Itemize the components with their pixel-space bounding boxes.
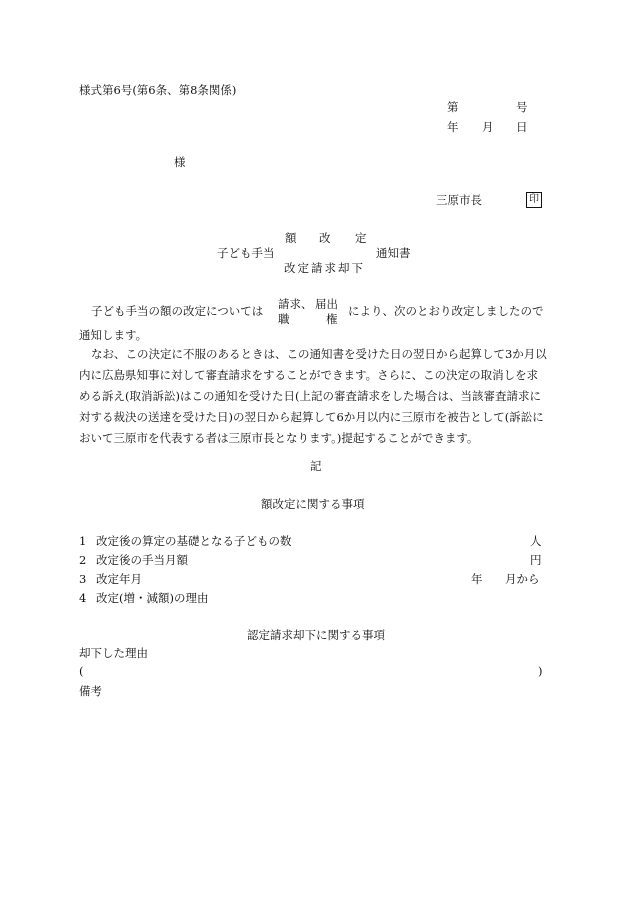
- item-2-number: 2: [79, 553, 87, 567]
- item-3-unit-year: 年: [471, 572, 483, 586]
- title-upper-1: 額: [285, 231, 297, 245]
- item-1-label: 改定後の算定の基礎となる子どもの数: [96, 534, 292, 548]
- item-1-unit: 人: [530, 534, 542, 548]
- intro-prefix: 子ども手当の額の改定については: [91, 304, 264, 318]
- reason-close-paren: ): [538, 664, 543, 678]
- item-4-number: 4: [79, 591, 87, 605]
- rejection-reason-label: 却下した理由: [79, 646, 148, 660]
- item-3-unit-month: 月から: [505, 572, 540, 586]
- seal-mark: 印: [526, 192, 542, 208]
- item-4-label: 改定(増・減額)の理由: [96, 591, 209, 605]
- title-upper-3: 定: [355, 231, 367, 245]
- remarks-label: 備考: [79, 684, 102, 698]
- choice-upper-left: 請求、: [278, 297, 313, 311]
- reason-open-paren: (: [79, 664, 84, 678]
- choice-upper-right: 届出: [315, 297, 338, 311]
- choice-lower-left: 職: [278, 312, 290, 326]
- title-prefix: 子ども手当: [217, 246, 275, 260]
- appeal-paragraph: なお、この決定に不服のあるときは、この通知書を受けた日の翌日から起算して3か月以内に広島県知事に対して審査請求をすることができます。さらに、この決定の取消しを求める訴え(取消訴訟)はこの通知を受けた日(上記の審査請求をした場合は、当該審査請求に対する裁決の送達を受けた日)の翌日から起算して6か月以内に三原市を被告として(訴訟において三原市を代表する者は三原市長となります。)提起することができます。: [79, 347, 547, 445]
- title-lower: 改定請求却下: [284, 261, 365, 275]
- issuer-title: 三原市長: [436, 193, 482, 207]
- number-prefix: 第: [447, 100, 459, 114]
- section1-heading: 額改定に関する事項: [261, 497, 365, 511]
- date-day: 日: [516, 120, 528, 134]
- item-3-number: 3: [79, 572, 87, 586]
- item-3-label: 改定年月: [96, 572, 142, 586]
- item-2-label: 改定後の手当月額: [96, 553, 188, 567]
- choice-lower-right: 権: [326, 312, 338, 326]
- date-year: 年: [447, 120, 459, 134]
- intro-continuation: 通知します。: [79, 328, 148, 342]
- title-suffix: 通知書: [376, 246, 411, 260]
- ki-mark: 記: [310, 459, 322, 473]
- addressee-honorific: 様: [174, 155, 186, 169]
- number-suffix: 号: [516, 100, 528, 114]
- item-2-unit: 円: [530, 553, 542, 567]
- section2-heading: 認定請求却下に関する事項: [247, 628, 385, 642]
- item-1-number: 1: [79, 534, 87, 548]
- intro-suffix: により、次のとおり改定しましたので: [348, 304, 544, 318]
- title-upper-2: 改: [319, 231, 331, 245]
- date-month: 月: [482, 120, 494, 134]
- form-label: 様式第6号(第6条、第8条関係): [79, 83, 237, 97]
